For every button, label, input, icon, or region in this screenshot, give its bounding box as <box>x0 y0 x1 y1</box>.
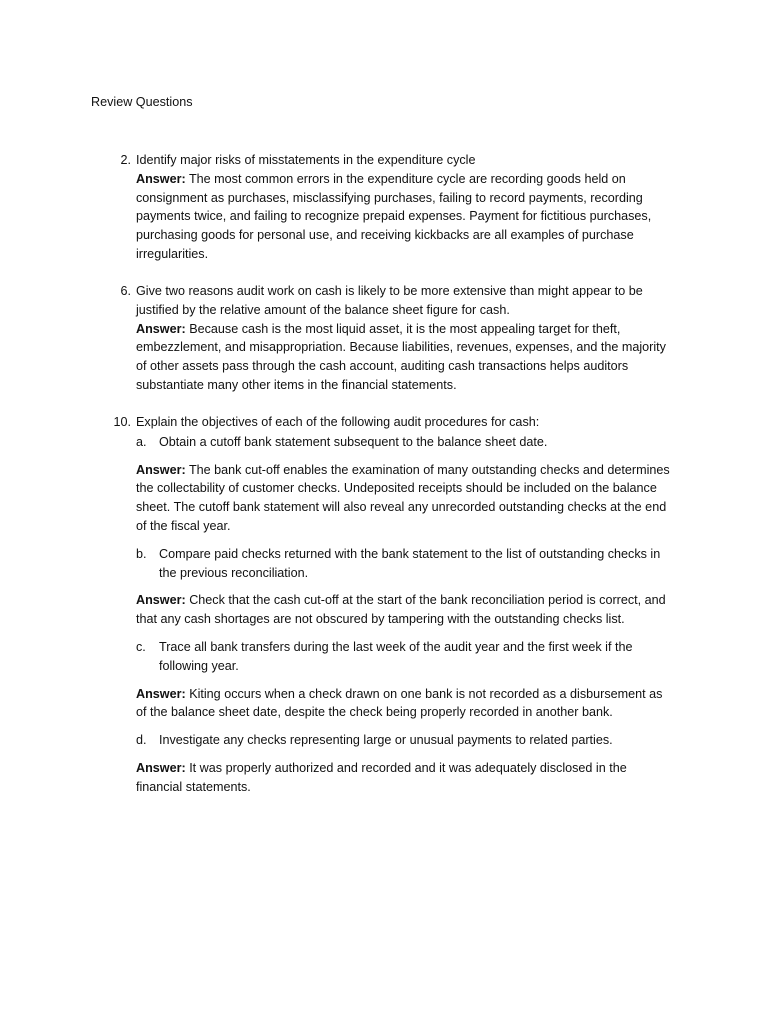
subitem-letter: d. <box>136 733 147 748</box>
answer <box>136 591 675 629</box>
subitem-b <box>136 545 675 583</box>
answer-label: Answer: <box>136 321 186 336</box>
question-number: 10. <box>113 415 131 429</box>
subitem-c <box>136 638 675 676</box>
answer-text: Kiting occurs when a check drawn on one bank is not recorded as a disbursement as of the balance sheet date, despite the check being properly recorded in another bank. <box>136 686 663 720</box>
answer <box>136 685 675 723</box>
question-body <box>136 282 675 395</box>
question-6 <box>109 282 675 395</box>
answer-label: Answer: <box>136 462 186 477</box>
subitem-d <box>136 731 675 750</box>
answer-label: Answer: <box>136 760 186 775</box>
question-number: 2. <box>120 153 131 167</box>
question-text: Explain the objectives of each of the following audit procedures for cash: <box>136 415 540 429</box>
subitem-letter: c. <box>136 639 146 654</box>
answer-label: Answer: <box>136 686 186 701</box>
question-2 <box>109 151 675 264</box>
subitem-text: Obtain a cutoff bank statement subsequent to the balance sheet date. <box>159 434 548 449</box>
answer-text: The bank cut-off enables the examination of many outstanding checks and determines the collectability of customer checks. Undeposited receipts should be included on the balance sheet. The cutoff bank statement will also reveal any unrecorded outstanding checks at the end of the fiscal year. <box>136 462 670 533</box>
answer-text: Because cash is the most liquid asset, it is the most appealing target for theft, embezzlement, and misappropriation. Because liabilities, revenues, expenses, and the majority of other assets pass through the cash account, auditing cash transactions helps auditors substantiate many other items in the financial statements. <box>136 321 666 392</box>
question-text: Identify major risks of misstatements in the expenditure cycle <box>136 153 476 167</box>
question-body <box>136 151 675 264</box>
answer <box>136 320 675 395</box>
question-10 <box>109 413 675 806</box>
document-title: Review Questions <box>91 95 193 109</box>
answer-label: Answer: <box>136 593 186 608</box>
subitem-a <box>136 433 675 452</box>
answer-text: It was properly authorized and recorded and it was adequately disclosed in the financial statements. <box>136 760 627 794</box>
subitem-letter: b. <box>136 546 147 561</box>
answer-text: Check that the cash cut-off at the start of the bank reconciliation period is correct, and that any cash shortages are not obscured by tampering with the outstanding checks list. <box>136 593 666 627</box>
subitem-text: Investigate any checks representing large or unusual payments to related parties. <box>159 733 613 748</box>
answer-text: The most common errors in the expenditure cycle are recording goods held on consignment as purchases, misclassifying purchases, failing to record payments, recording payments twice, and failing to recognize prepaid expenses. Payment for fictitious purchases, purchasing goods for personal use, and receiving kickbacks are all examples of purchase irregularities. <box>136 171 652 261</box>
subitem-letter: a. <box>136 434 147 449</box>
answer-label: Answer: <box>136 171 186 186</box>
question-body <box>136 413 675 797</box>
answer <box>136 759 675 797</box>
subitem-text: Trace all bank transfers during the last week of the audit year and the first week if the following year. <box>159 639 633 673</box>
answer <box>136 461 675 536</box>
subitem-text: Compare paid checks returned with the bank statement to the list of outstanding checks in the previous reconciliation. <box>159 546 661 580</box>
question-number: 6. <box>120 284 131 298</box>
question-text: Give two reasons audit work on cash is likely to be more extensive than might appear to be justified by the relative amount of the balance sheet figure for cash. <box>136 284 643 317</box>
answer <box>136 170 675 264</box>
